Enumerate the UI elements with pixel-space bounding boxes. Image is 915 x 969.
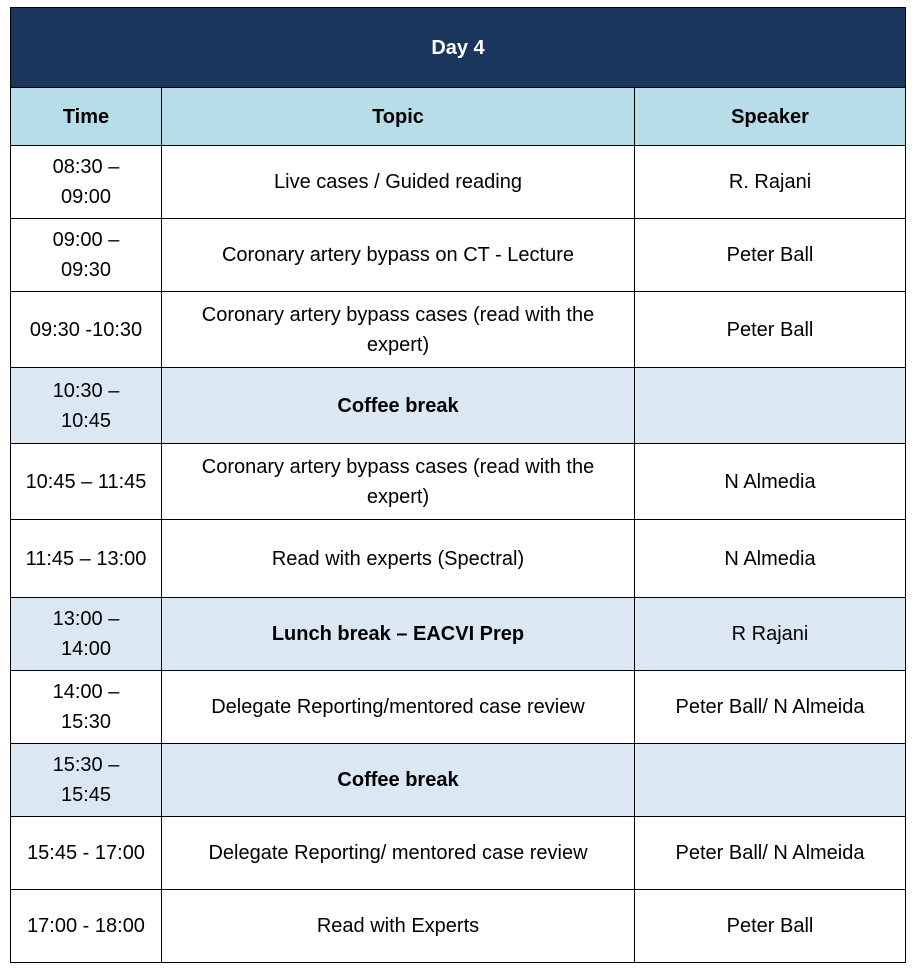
speaker-cell: Peter Ball [635,219,906,292]
time-cell: 17:00 - 18:00 [11,890,162,963]
topic-cell: Coronary artery bypass cases (read with the expert) [162,444,635,520]
table-row [11,520,906,598]
topic-cell: Coronary artery bypass on CT - Lecture [162,219,635,292]
table-row [11,292,906,368]
speaker-cell: R. Rajani [635,146,906,219]
table-row [11,817,906,890]
header-row [11,88,906,146]
table-row [11,146,906,219]
speaker-cell: Peter Ball/ N Almeida [635,817,906,890]
speaker-cell: Peter Ball/ N Almeida [635,671,906,744]
topic-cell: Delegate Reporting/ mentored case review [162,817,635,890]
speaker-cell [635,368,906,444]
speaker-cell [635,744,906,817]
speaker-cell: Peter Ball [635,890,906,963]
time-cell: 10:30 – 10:45 [11,368,162,444]
time-cell: 11:45 – 13:00 [11,520,162,598]
time-cell: 09:30 -10:30 [11,292,162,368]
time-cell: 15:45 - 17:00 [11,817,162,890]
break-row [11,744,906,817]
topic-cell: Coronary artery bypass cases (read with the expert) [162,292,635,368]
speaker-cell: N Almedia [635,520,906,598]
table-row [11,671,906,744]
day-title: Day 4 [11,8,906,88]
title-row [11,8,906,88]
topic-cell: Read with experts (Spectral) [162,520,635,598]
time-cell: 08:30 – 09:00 [11,146,162,219]
time-cell: 15:30 – 15:45 [11,744,162,817]
speaker-cell: R Rajani [635,598,906,671]
table-row [11,890,906,963]
time-cell: 13:00 – 14:00 [11,598,162,671]
break-row [11,368,906,444]
topic-cell: Live cases / Guided reading [162,146,635,219]
time-cell: 10:45 – 11:45 [11,444,162,520]
time-cell: 14:00 – 15:30 [11,671,162,744]
speaker-cell: N Almedia [635,444,906,520]
break-topic-cell: Lunch break – EACVI Prep [162,598,635,671]
time-cell: 09:00 – 09:30 [11,219,162,292]
speaker-header: Speaker [635,88,906,146]
topic-header: Topic [162,88,635,146]
topic-cell: Delegate Reporting/mentored case review [162,671,635,744]
topic-cell: Read with Experts [162,890,635,963]
table-row [11,444,906,520]
table-row [11,219,906,292]
schedule-table [10,7,906,963]
break-topic-cell: Coffee break [162,368,635,444]
break-topic-cell: Coffee break [162,744,635,817]
speaker-cell: Peter Ball [635,292,906,368]
time-header: Time [11,88,162,146]
break-row [11,598,906,671]
